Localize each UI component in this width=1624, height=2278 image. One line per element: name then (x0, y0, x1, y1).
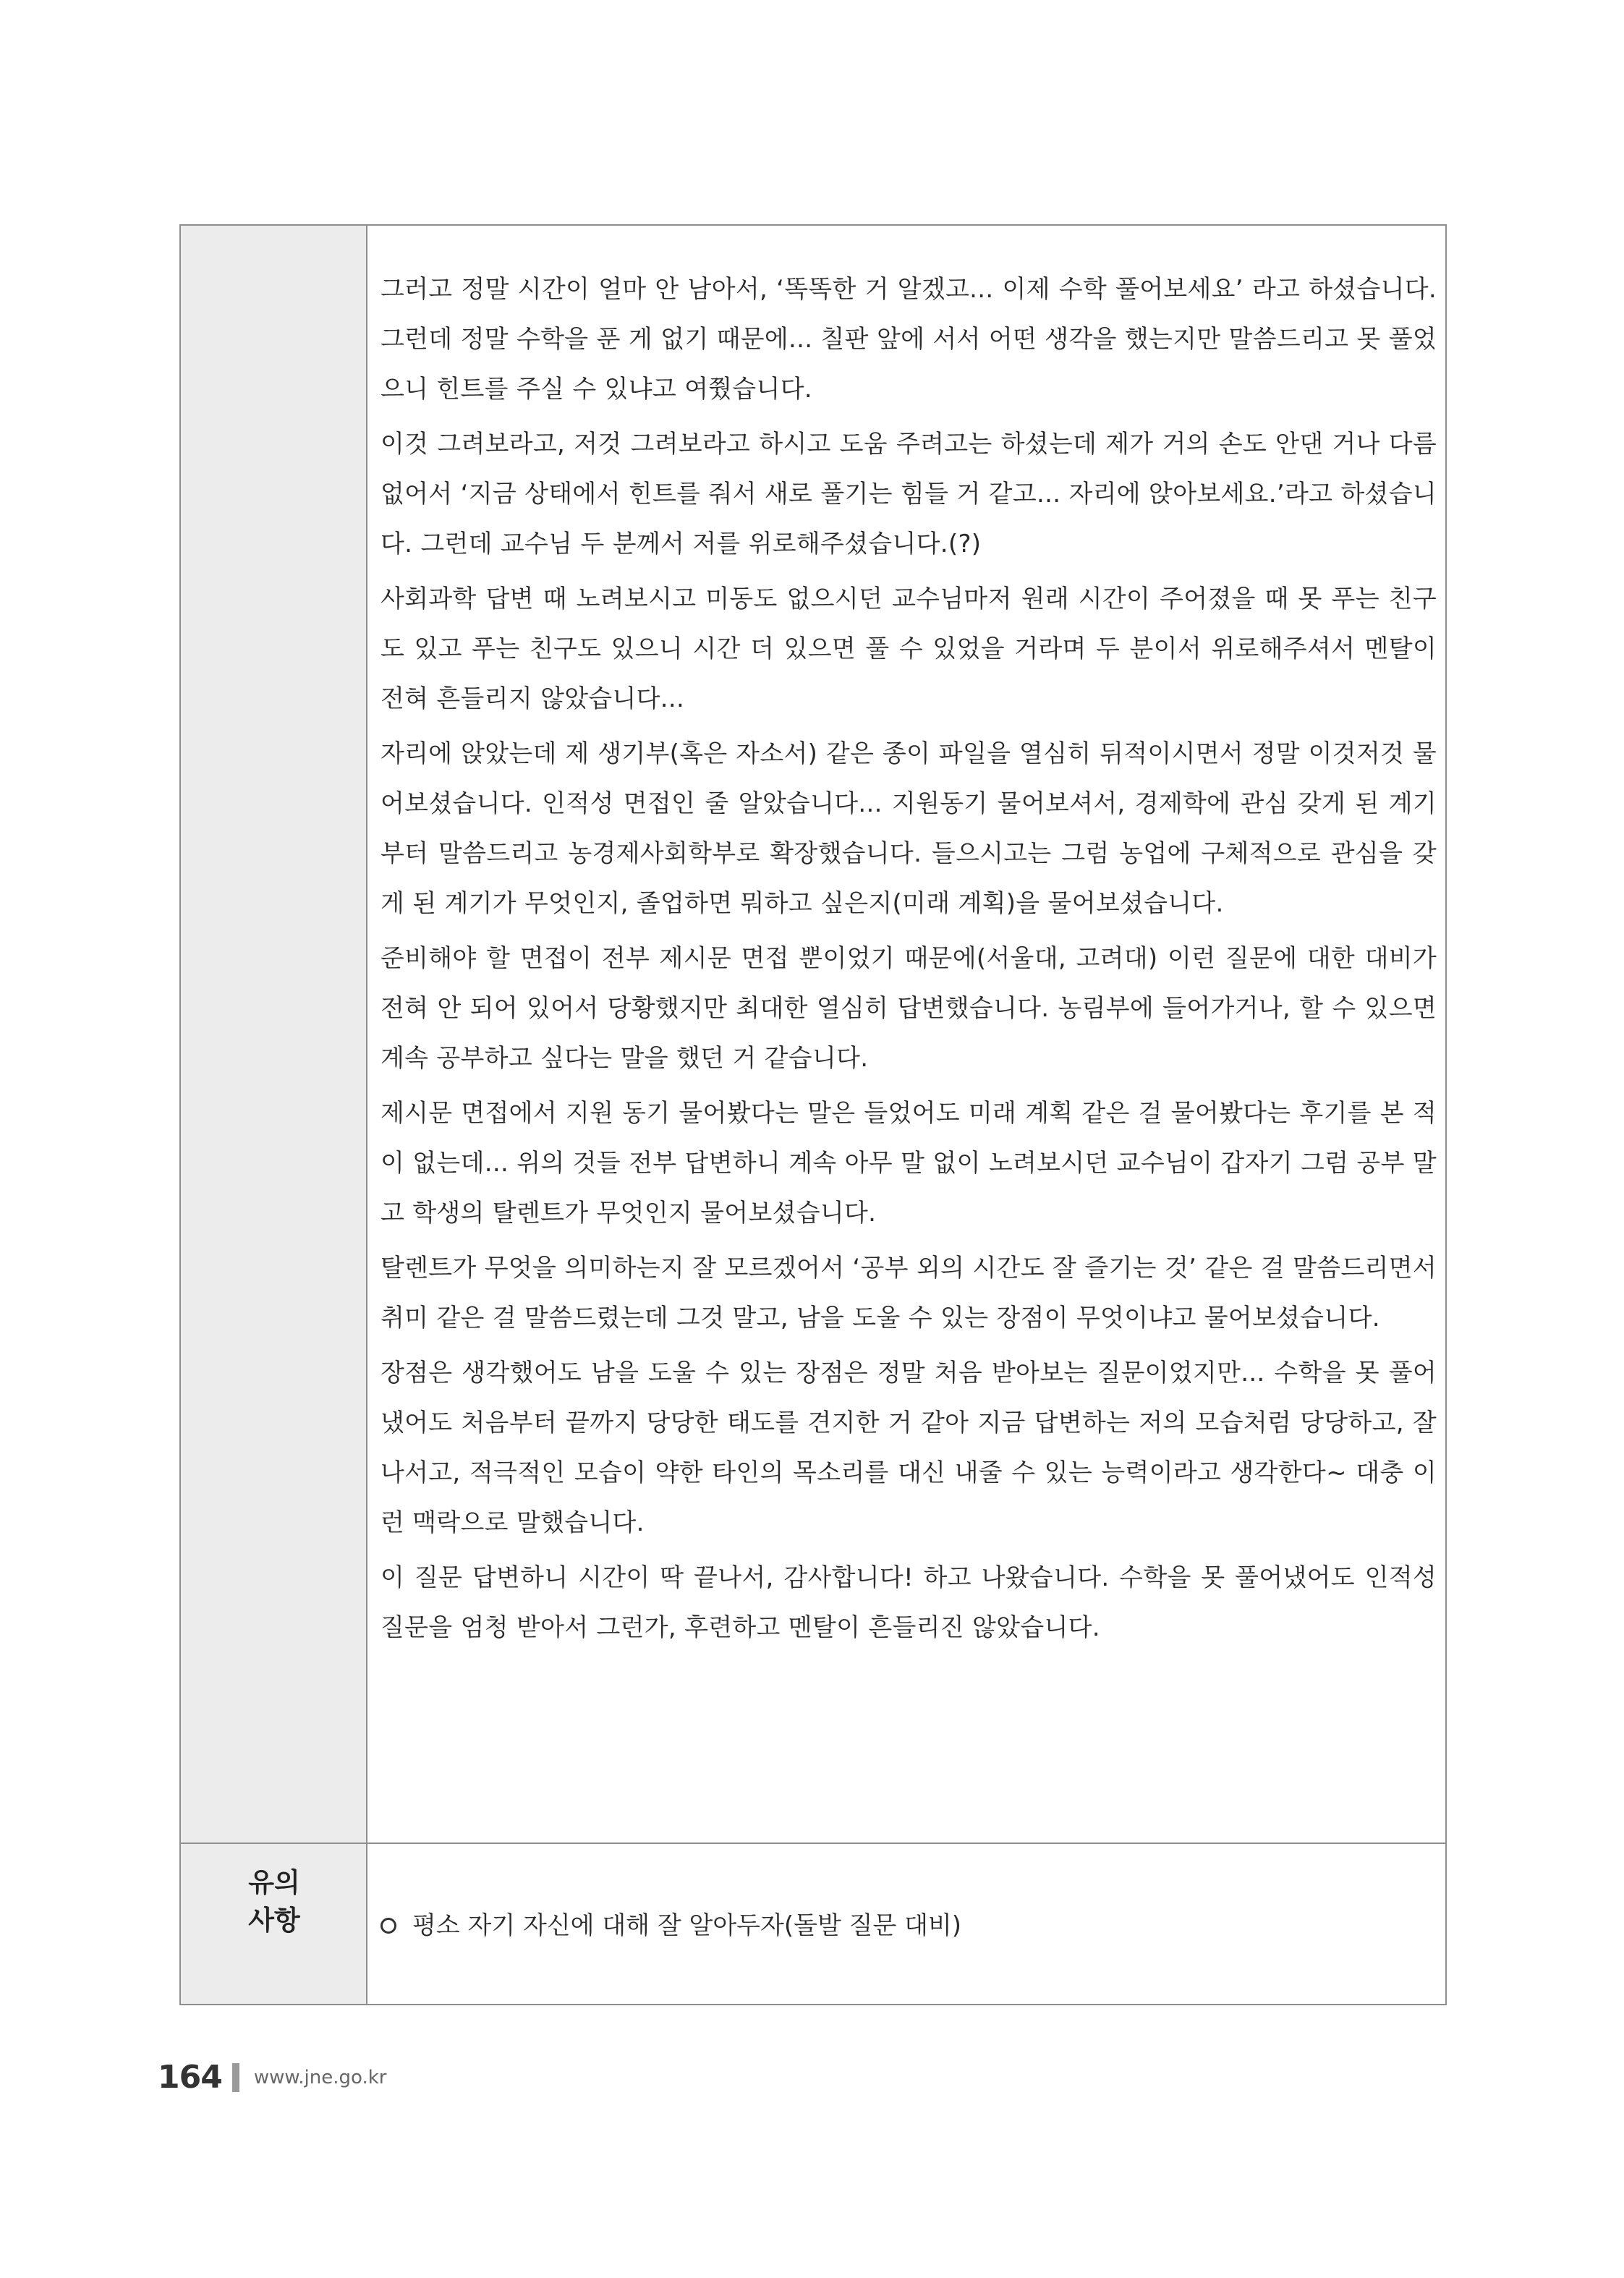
notes-text: 평소 자기 자신에 대해 잘 알아두자(돌발 질문 대비) (412, 1911, 962, 1940)
row-divider (181, 1843, 1445, 1844)
paragraph-1: 그러고 정말 시간이 얼마 안 남아서, ‘똑똑한 거 알겠고... 이제 수학 풀어보세요’ 라고 하셨습니다. 그런데 정말 수학을 푼 게 없기 때문에... 칠판 앞에 서서 어떤 생각을 했는지만 말씀드리고 못 풀었으니 힌트를 주실 수 있냐고 여쭸습니다. (381, 275, 1437, 404)
paragraph-5: 준비해야 할 면접이 전부 제시문 면접 뿐이었기 때문에(서울대, 고려대) 이런 질문에 대한 대비가 전혀 안 되어 있어서 당황했지만 최대한 열심히 답변했습니다. 농림부에 들어가거나, 할 수 있으면 계속 공부하고 싶다는 말을 했던 거 같습니다. (381, 944, 1437, 1073)
page-number: 164 (158, 2059, 222, 2096)
paragraph-9: 이 질문 답변하니 시간이 딱 끝나서, 감사합니다! 하고 나왔습니다. 수학을 못 풀어냈어도 인적성 질문을 엄청 받아서 그런가, 후련하고 멘탈이 흔들리진 않았습니다. (381, 1563, 1437, 1642)
paragraph-6: 제시문 면접에서 지원 동기 물어봤다는 말은 들었어도 미래 계획 같은 걸 물어봤다는 후기를 본 적이 없는데... 위의 것들 전부 답변하니 계속 아무 말 없이 노려보시던 교수님이 갑자기 그럼 공부 말고 학생의 탈렌트가 무엇인지 물어보셨습니다. (381, 1099, 1437, 1228)
page-footer (158, 2059, 386, 2096)
interview-table (179, 224, 1447, 2005)
footer-divider-bar (232, 2063, 239, 2092)
footer-url: www.jne.go.kr (253, 2066, 387, 2088)
notes-label-line2: 사항 (248, 1905, 300, 1936)
paragraph-3: 사회과학 답변 때 노려보시고 미동도 없으시던 교수님마저 원래 시간이 주어졌을 때 못 푸는 친구도 있고 푸는 친구도 있으니 시간 더 있으면 풀 수 있었을 거라며 두 분이서 위로해주셔서 멘탈이 전혀 흔들리지 않았습니다... (381, 585, 1437, 713)
notes-label (181, 1864, 367, 1939)
circle-bullet-icon (381, 1918, 396, 1934)
paragraph-7: 탈렌트가 무엇을 의미하는지 잘 모르겠어서 ‘공부 외의 시간도 잘 즐기는 것’ 같은 걸 말씀드리면서 취미 같은 걸 말씀드렸는데 그것 말고, 남을 도울 수 있는 장점이 무엇이냐고 물어보셨습니다. (381, 1254, 1437, 1333)
notes-item (381, 1904, 1422, 1947)
paragraph-2: 이것 그려보라고, 저것 그려보라고 하시고 도움 주려고는 하셨는데 제가 거의 손도 안댄 거나 다름없어서 ‘지금 상태에서 힌트를 줘서 새로 풀기는 힘들 거 같고... 자리에 앉아보세요.’라고 하셨습니다. 그런데 교수님 두 분께서 저를 위로해주셨습니다.(?) (381, 430, 1437, 558)
interview-content (381, 265, 1437, 1658)
table-label-column (181, 226, 367, 2004)
paragraph-8: 장점은 생각했어도 남을 도울 수 있는 장점은 정말 처음 받아보는 질문이었지만... 수학을 못 풀어냈어도 처음부터 끝까지 당당한 태도를 견지한 거 같아 지금 답변하는 저의 모습처럼 당당하고, 잘 나서고, 적극적인 모습이 약한 타인의 목소리를 대신 내줄 수 있는 능력이라고 생각한다~ 대충 이런 맥락으로 말했습니다. (381, 1359, 1437, 1537)
paragraph-4: 자리에 앉았는데 제 생기부(혹은 자소서) 같은 종이 파일을 열심히 뒤적이시면서 정말 이것저것 물어보셨습니다. 인적성 면접인 줄 알았습니다... 지원동기 물어보셔서, 경제학에 관심 갖게 된 계기부터 말씀드리고 농경제사회학부로 확장했습니다. 들으시고는 그럼 농업에 구체적으로 관심을 갖게 된 계기가 무엇인지, 졸업하면 뭐하고 싶은지(미래 계획)을 물어보셨습니다. (381, 739, 1437, 918)
notes-label-line1: 유의 (248, 1867, 300, 1898)
